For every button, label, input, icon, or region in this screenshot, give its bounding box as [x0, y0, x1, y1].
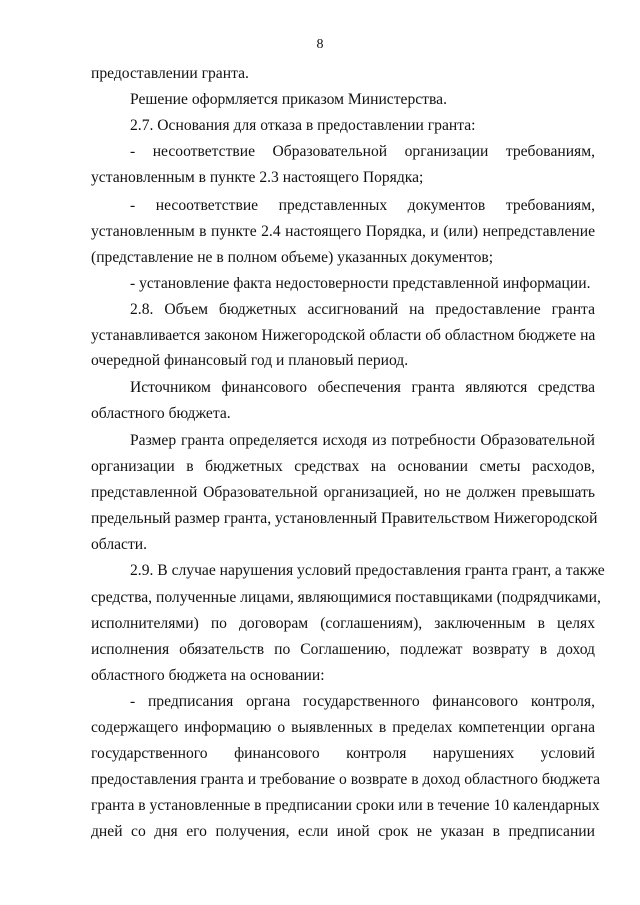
- text-line: 2.9. В случае нарушения условий предоставления гранта грант, а также: [130, 562, 605, 579]
- text-line: Решение оформляется приказом Министерства.: [130, 91, 447, 108]
- text-line: средства, полученные лицами, являющимися поставщиками (подрядчиками,: [91, 589, 601, 606]
- text-line: установленным в пункте 2.3 настоящего Порядка;: [91, 169, 424, 186]
- text-line: устанавливается законом Нижегородской области об областном бюджете на: [91, 327, 596, 344]
- text-line: областного бюджета.: [91, 405, 231, 422]
- text-line: очередной финансовый год и плановый период.: [91, 352, 409, 369]
- text-line: предоставлении гранта.: [91, 65, 249, 82]
- text-line: (представление не в полном объеме) указанных документов;: [91, 249, 494, 266]
- text-line: Размер гранта определяется исходя из потребности Образовательной: [130, 432, 595, 449]
- text-line: предельный размер гранта, установленный Правительством Нижегородской: [91, 510, 598, 527]
- text-line: исполнения обязательств по Соглашению, подлежат возврату в доход: [91, 641, 595, 658]
- text-line: дней со дня его получения, если иной срок не указан в предписании: [91, 823, 595, 840]
- text-line: 2.8. Объем бюджетных ассигнований на предоставление гранта: [130, 301, 595, 318]
- text-line: 2.7. Основания для отказа в предоставлении гранта:: [130, 117, 476, 134]
- text-line: области.: [91, 536, 148, 553]
- text-line: - установление факта недостоверности представленной информации.: [130, 275, 591, 292]
- text-line: организации в бюджетных средствах на основании сметы расходов,: [91, 458, 595, 475]
- text-line: представленной Образовательной организацией, но не должен превышать: [91, 484, 595, 501]
- text-line: - несоответствие Образовательной организации требованиям,: [130, 143, 595, 160]
- text-line: гранта в установленные в предписании сроки или в течение 10 календарных: [91, 797, 600, 814]
- page-number: 8: [316, 37, 324, 52]
- text-line: установленным в пункте 2.4 настоящего Порядка, и (или) непредставление: [91, 223, 595, 240]
- text-line: Источником финансового обеспечения гранта являются средства: [130, 379, 595, 396]
- text-line: содержащего информацию о выявленных в пределах компетенции органа: [91, 719, 595, 736]
- text-line: областного бюджета на основании:: [91, 667, 325, 684]
- text-line: - предписания органа государственного финансового контроля,: [130, 693, 595, 710]
- text-line: предоставления гранта и требование о возврате в доход областного бюджета: [91, 771, 600, 788]
- text-line: исполнителями) по договорам (соглашениям), заключенным в целях: [91, 615, 595, 632]
- text-line: государственного финансового контроля нарушениях условий: [91, 745, 595, 762]
- text-line: - несоответствие представленных документов требованиям,: [130, 197, 595, 214]
